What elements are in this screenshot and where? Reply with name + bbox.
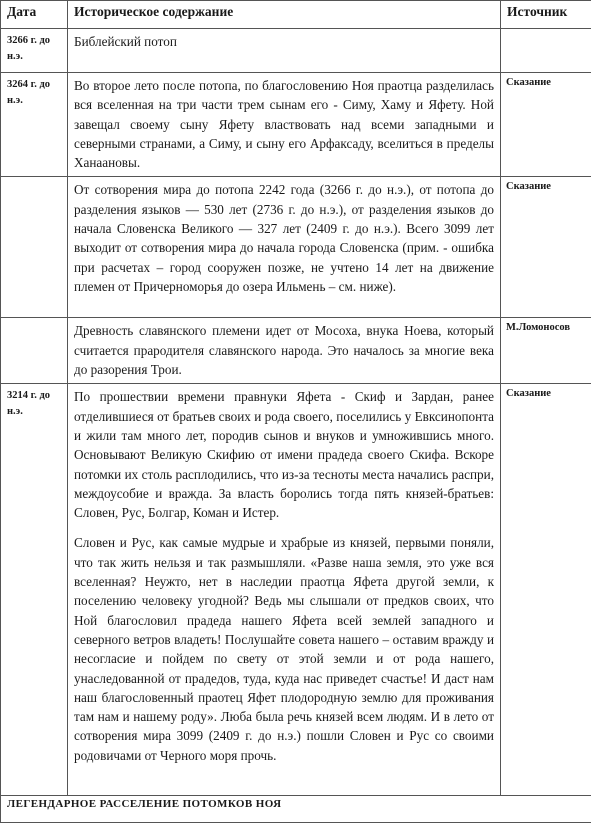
paragraph: Древность славянского племени идет от Мосоха, внука Ноева, который считается прародителя славянского народа. Это началось за многие века до разорения Трои. [74,321,494,379]
date-cell [1,177,68,318]
table-row [1,29,591,73]
table-header-row [1,1,591,29]
table-row [1,177,591,318]
source-cell: Сказание [501,177,591,318]
source-cell: М.Ломоносов [501,318,591,384]
table-row [1,384,591,796]
content-cell [68,318,501,384]
content-cell [68,73,501,177]
header-content: Историческое содержание [68,1,501,29]
content-cell [68,177,501,318]
header-source: Источник [501,1,591,29]
content-cell [68,29,501,73]
date-cell: 3264 г. до н.э. [1,73,68,177]
date-cell [1,318,68,384]
paragraph: Словен и Рус, как самые мудрые и храбрые из князей, первыми поняли, что так жить нельзя и так размышляли. «Разве наша земля, это уже вся вселенная? Неужто, нет в наследии праотца Яфета другой земли, к поселению человеку угодной? Ведь мы слышали от предков своих, что Ной благословил прадеда нашего Яфета всей землей западного и северного ветров владеть! Послушайте совета нашего – оставим вражду и несогласие и пойдем по свету от этой земли и от рода нашего, унаследованной от прадедов, туда, куда нас приведет счастье! И даст нам наш благословенный праотец Яфет плодородную землю для проживания там нам и нашему роду». Люба была речь князей всем людям. И в лето от сотворения мира 3099 (2409 г. до н.э.) пошли Словен и Рус со своими родовичами от Черного моря прочь. [74,533,494,765]
source-cell: Сказание [501,73,591,177]
section-heading-row [1,796,591,823]
paragraph: От сотворения мира до потопа 2242 года (3266 г. до н.э.), от потопа до разделения языков — 530 лет (2736 г. до н.э.), от разделения языков до начала Словенска Великого — 327 лет (2409 г. до н.э.). Всего 3099 лет выходит от сотворения мира до начала города Словенска (прим. - ошибка при расчетах – город сооружен позже, не учтено 14 лет на движение племен от Причерноморья до озера Ильмень – см. ниже). [74,180,494,296]
source-cell: Сказание [501,384,591,796]
header-date: Дата [1,1,68,29]
section-heading: ЛЕГЕНДАРНОЕ РАССЕЛЕНИЕ ПОТОМКОВ НОЯ [1,796,591,823]
date-cell: 3214 г. до н.э. [1,384,68,796]
paragraph: По прошествии времени правнуки Яфета - Скиф и Зардан, ранее отделившиеся от братьев своих и рода своего, поселились у Евксинопонта и жили там много лет, породив сынов и внуков и умножившись много. Основывают Великую Скифию от имени прадеда своего Скифа. Вскоре потомки их столь расплодились, что из-за тесноты места начались распри, междоусобие и вражда. За власть боролись тогда пять князей-братьев: Словен, Рус, Болгар, Коман и Истер. [74,387,494,522]
paragraph: Библейский потоп [74,32,494,51]
content-cell [68,384,501,796]
paragraph: Во второе лето после потопа, по благословению Ноя праотца разделилась вся вселенная на три части трем сынам его - Симу, Хаму и Яфету. Ной завещал своему сыну Яфету властвовать над всеми западными и северными странами, а Симу, и сыну его Арфаксаду, вселиться в пределы Ханаановы. [74,76,494,172]
table-row [1,318,591,384]
table-row [1,73,591,177]
date-cell: 3266 г. до н.э. [1,29,68,73]
source-cell [501,29,591,73]
